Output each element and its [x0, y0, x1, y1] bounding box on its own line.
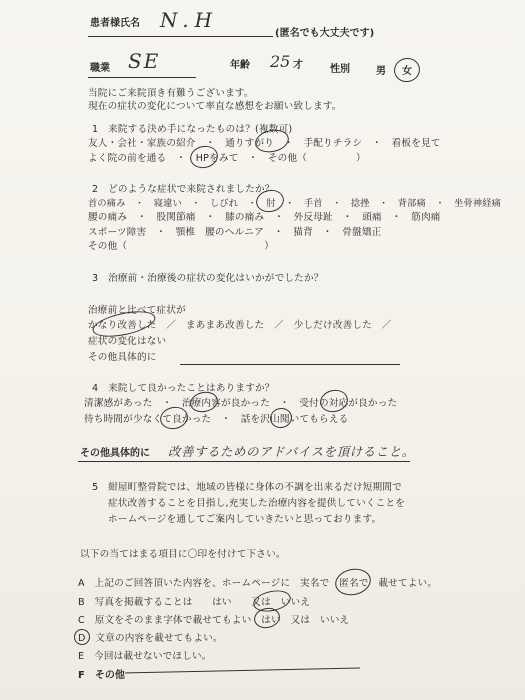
q3-line-3: 症状の変化はない	[88, 336, 167, 347]
sex-male: 男	[376, 66, 386, 77]
q4-line-1: 清潔感があった ・ 治療内容が良かった ・ 受付の対応が良かった	[84, 398, 398, 409]
consent-c: C 原文をそのまま字体で載せてもよい はい 又は いいえ	[78, 615, 350, 626]
sex-female: 女	[402, 66, 412, 77]
q2-title: 2 どのような症状で来院されましたか？	[92, 184, 275, 195]
sex-female-circle	[392, 56, 422, 85]
q4-detail-value: 改善するためのアドバイスを頂けること。	[168, 444, 415, 459]
q4-reception-circle	[318, 387, 350, 414]
consent-e: E 今回は載せないでほしい。	[78, 651, 212, 662]
consent-b: B 写真を掲載することは はい 又は いいえ	[78, 597, 311, 608]
q3-line-2: かなり改善した ／ まあまあ改善した ／ 少しだけ改善した ／	[88, 320, 392, 331]
name-underline	[88, 36, 273, 37]
job-label: 職業	[90, 63, 110, 74]
anonymous-note: (匿名でも大丈夫です)	[275, 28, 375, 39]
consent-f-underline	[125, 668, 360, 674]
consent-title: 以下の当てはまる項目に〇印を付けて下さい。	[80, 549, 286, 560]
age-label: 年齢	[230, 60, 250, 71]
name-label: 患者様氏名	[90, 18, 140, 29]
consent-a-anonymous-circle	[333, 566, 374, 599]
consent-f: F その他	[78, 670, 125, 681]
age-value: 25	[270, 52, 291, 71]
q2-line-4: その他（ ）	[88, 241, 275, 252]
q5-line-3: ホームページを通してご案内していきたいと思っております。	[108, 514, 382, 525]
consent-a: A 上記のご回答頂いた内容を、ホームページに 実名で 匿名で 載せてよい。	[78, 578, 438, 589]
q4-detail-label: その他具体的に	[80, 448, 150, 459]
q3-line-4: その他具体的に	[88, 352, 157, 363]
q3-line-1: 治療前と比べて症状が	[88, 305, 186, 316]
job-value: SE	[128, 49, 161, 73]
q1-line-1: 友人・会社・家族の紹介 ・ 通りすがり ・ 手配りチラシ ・ 看板を見て	[88, 138, 441, 149]
intro-line-2: 現在の症状の変化について率直な感想をお願い致します。	[88, 101, 342, 112]
q4-detail-underline	[78, 461, 410, 462]
q2-line-2: 腰の痛み ・ 股関節痛 ・ 膝の痛み ・ 外反母趾 ・ 頭痛 ・ 筋肉痛	[88, 212, 441, 223]
sex-label: 性別	[330, 64, 350, 75]
q5-line-1: 5 紺屋町整骨院では、地域の皆様に身体の不調を出来るだけ短期間で	[92, 482, 402, 493]
age-unit: 才	[293, 60, 303, 71]
name-value: N.H	[160, 8, 219, 32]
consent-d: D 文章の内容を載せてもよい。	[78, 633, 223, 644]
q2-line-3: スポーツ障害 ・ 顎椎 腰のヘルニア ・ 猫背 ・ 骨盤矯正	[88, 227, 382, 238]
intro-line-1: 当院にご来院頂き有難うございます。	[88, 88, 254, 99]
q5-line-2: 症状改善することを目指し,充実した治療内容を提供していくことを	[108, 498, 406, 509]
q3-title: 3 治療前・治療後の症状の変化はいかがでしたか？	[92, 273, 324, 284]
q4-line-2: 待ち時間が少なくて良かった ・ 話を沢山聞いてもらえる	[84, 414, 349, 425]
q2-line-1: 首の痛み ・ 寝違い ・ しびれ ・ 肘 ・ 手首 ・ 捻挫 ・ 背部痛 ・ 坐骨神経痛	[88, 198, 502, 209]
q1-title: 1 来院する決め手になったものは？(複数可)	[92, 124, 293, 135]
q3-detail-underline	[180, 364, 400, 365]
job-underline	[88, 77, 196, 78]
q4-title: 4 来院して良かったことはありますか？	[92, 383, 275, 394]
q1-line-2: よく院の前を通る ・ HPをみて ・ その他（ ）	[88, 153, 366, 164]
